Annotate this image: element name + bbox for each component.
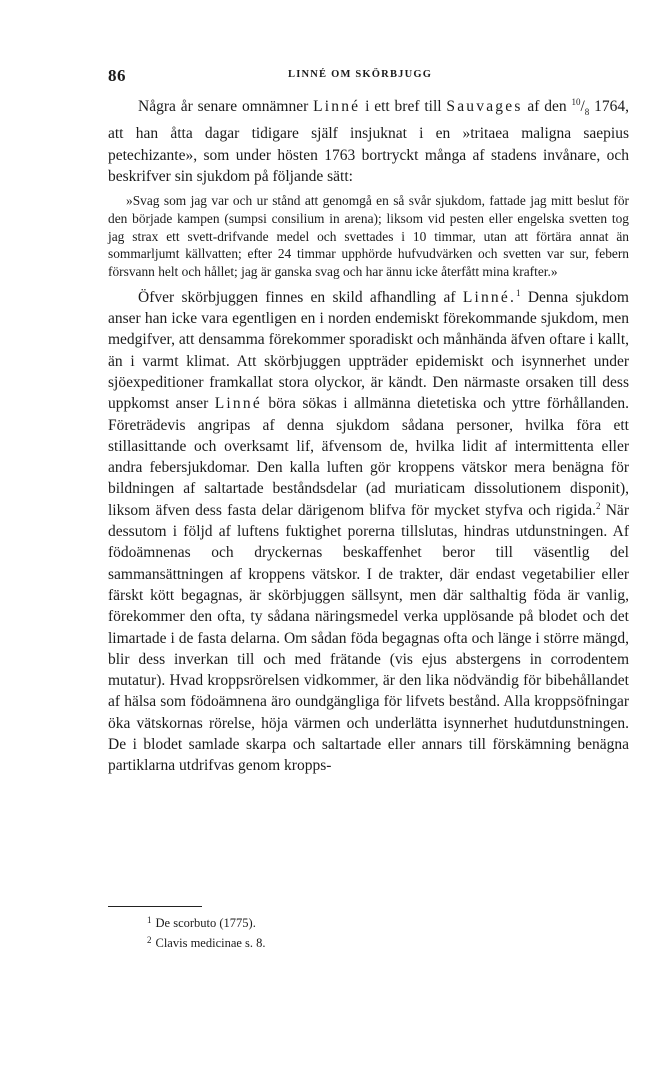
block-quote: »Svag som jag var och ur stånd att genomgå en så svår sjukdom, fattade jag mitt beslut för den började kampen (sumpsi consilium in arena); liksom vid pesten eller engelska svetten tog jag strax ett svett-drifvande medel och svettades i 10 timmar, utan att förtära annat än sommarljumt källvatten; efter 24 timmar upphörde hufvudvärken och svetten var sur, febern försvann helt och hållet; jag är ganska svag och har ännu icke återfått mina krafter.» bbox=[108, 193, 629, 280]
text-run: af den bbox=[522, 98, 572, 115]
footnote-mark: 1 bbox=[147, 915, 152, 925]
author-name: Linné bbox=[313, 98, 361, 115]
footnote-ref-1[interactable]: 1 bbox=[516, 287, 521, 298]
text-run: Några år senare omnämner bbox=[138, 98, 314, 115]
footnote-divider bbox=[108, 906, 202, 907]
paragraph-1 bbox=[108, 96, 629, 187]
running-title: LINNÉ OM SKÖRBJUGG bbox=[288, 69, 433, 80]
paragraph-2 bbox=[108, 287, 629, 777]
date-denominator: 8 bbox=[584, 107, 590, 118]
body-text bbox=[108, 96, 629, 777]
text-run: Öfver skörbjuggen finnes en skild afhandling af bbox=[138, 288, 463, 306]
page-number: 86 bbox=[108, 66, 126, 85]
date-slash: / bbox=[580, 98, 585, 115]
footnote-text: Clavis medicinae s. 8. bbox=[155, 936, 266, 950]
page-header bbox=[108, 66, 526, 88]
author-name: Linné bbox=[214, 395, 262, 413]
text-run: Denna sjukdom anser han icke vara egentligen en i norden endemiskt förekommande sjukdom, men medgifver, att densamma förekommer sporadiskt och månhända äfven oftare i kallt, än i varmt klimat. Att skörbjuggen uppträder epidemiskt och isynnerhet under sjöexpeditioner framkallat stora olyckor, är kändt. Den närmaste orsaken till dess uppkomst anser bbox=[108, 288, 629, 413]
footnote-2 bbox=[147, 932, 266, 952]
footnote-text: De scorbuto (1775). bbox=[155, 916, 256, 930]
date-numerator: 10 bbox=[571, 97, 581, 107]
footnote-1 bbox=[147, 912, 266, 932]
author-name: Linné. bbox=[462, 288, 517, 306]
footnotes bbox=[147, 912, 266, 952]
footnote-mark: 2 bbox=[147, 935, 152, 945]
text-run: i ett bref till bbox=[360, 98, 447, 115]
footnote-ref-2[interactable]: 2 bbox=[595, 500, 601, 511]
text-run: När dessutom i följd af luftens fuktighet porerna tillslutas, hindras utdunstningen. Af födoämnenas och dryckernas beskaffenhet beror till väsentlig del sammansättningen af kroppens vätskor. I de trakter, där endast vegetabilier eller färskt kött begagnas, är skörbjuggen sällsynt, men där salthaltig föda är vanlig, förekommer den ofta, ty sådana näringsmedel verka upplösande på blodet och det limartade i de fasta delarna. Om sådan föda begagnas ofta och länge i större mängd, blir dess inverkan till och med frätande (vis ejus abstergens in corrodentem mutatur). Hvad kroppsrörelsen vidkommer, är den lika nödvändig för bibehållandet af hälsa som födoämnena äro oundgängliga för lifvets bestånd. Alla kroppsöfningar öka vätskornas rörelse, höja värmen och underlätta isynnerhet hudutdunstningen. De i blodet samlade skarpa och saltartade eller annars till förskämning benägna partiklarna utdrifvas genom kropps- bbox=[108, 501, 629, 775]
text-run: böra sökas i allmänna dietetiska och yttre förhållanden. Företrädevis angripas af denna sjukdom sådana personer, hvilka föra ett stillasittande och overksamt lif, äfvensom de, hvilka lidit af intermittenta eller andra febersjukdomar. Den kalla luften gör kroppens vätskor mera benägna för bildningen af saltartade beståndsdelar (ad muriaticam dissolutionem disponit), liksom äfven dess fasta delar därigenom blifva för mycket styfva och rigida. bbox=[108, 395, 629, 519]
text-run: 1764, att han åtta dagar tidigare själf insjuknat i en »tritaea maligna saepius petechizante», som under hösten 1763 bortryckt många af stadens invånare, och beskrifver sin sjukdom på följande sätt: bbox=[108, 98, 630, 185]
correspondent-name: Sauvages bbox=[446, 98, 523, 115]
